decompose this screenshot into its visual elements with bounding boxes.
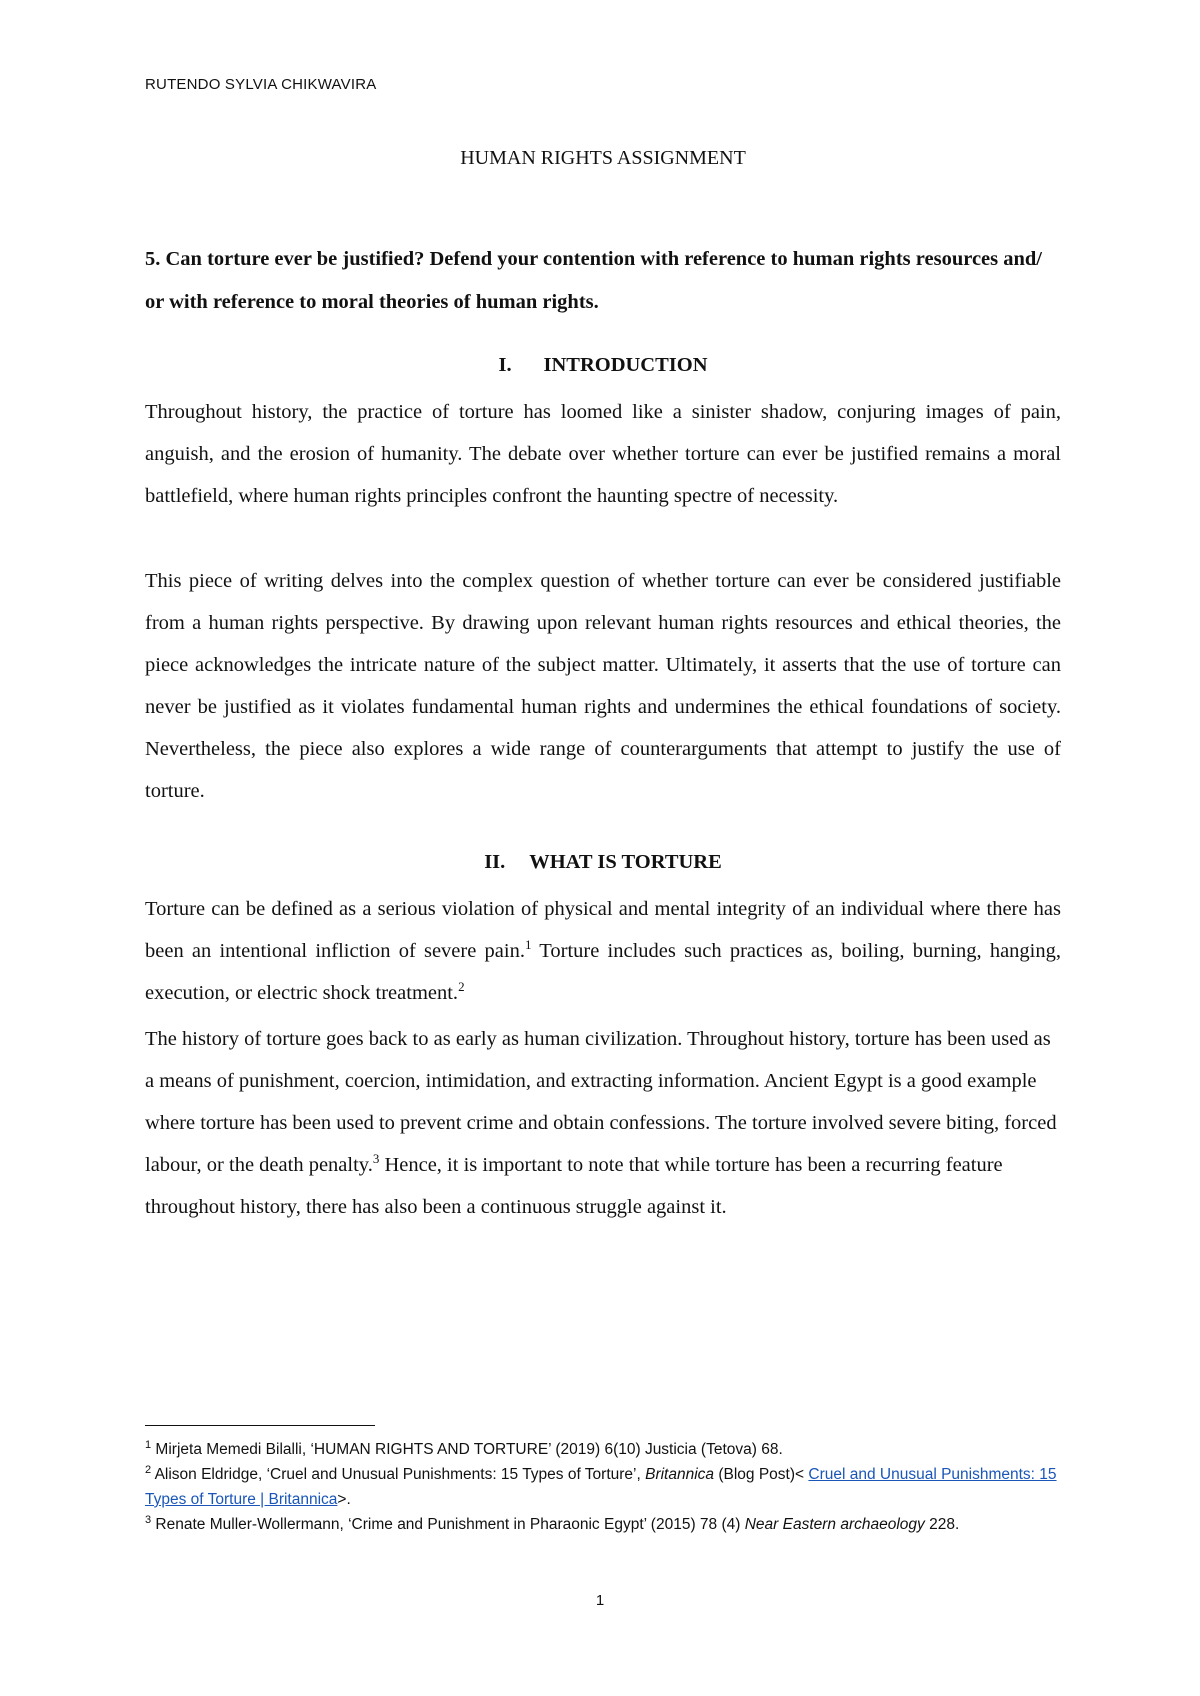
footnote-text: (Blog Post)<	[714, 1466, 809, 1483]
section-title: WHAT IS TORTURE	[529, 851, 722, 873]
footnotes	[145, 1437, 1061, 1537]
footnote-number: 2	[145, 1463, 152, 1476]
footnote-separator	[145, 1425, 375, 1426]
section-number: II.	[484, 851, 506, 873]
paragraph-text: Hence, it is important to note that while torture has been a recurring feature throughout history, there has also been a continuous struggle against it.	[145, 1154, 1003, 1218]
section-title: INTRODUCTION	[543, 354, 708, 376]
paragraph-text: The history of torture goes back to as early as human civilization. Throughout history, torture has been used as a means of punishment, coercion, intimidation, and extracting information. Ancient Egypt is a good example where torture has been used to prevent crime and obtain confessions. The torture involved severe biting, forced labour, or the death penalty.	[145, 1028, 1057, 1176]
footnote-ref-1[interactable]: 1	[524, 937, 532, 953]
footnote-ref-3[interactable]: 3	[372, 1151, 380, 1167]
footnote-1	[145, 1437, 1061, 1462]
torture-history-paragraph	[145, 1018, 1061, 1228]
footnote-2	[145, 1462, 1061, 1512]
section-heading-what-is-torture	[145, 851, 1061, 874]
paragraph-text: Torture can be defined as a serious violation of physical and mental integrity of an individual where there has been an intentional infliction of severe pain.	[145, 898, 1061, 962]
footnote-text: Renate Muller-Wollermann, ‘Crime and Punishment in Pharaonic Egypt’ (2015) 78 (4)	[151, 1516, 745, 1533]
footnote-3	[145, 1512, 1061, 1537]
assignment-question: 5. Can torture ever be justified? Defend your contention with reference to human rights resources and/ or with reference to moral theories of human rights.	[145, 248, 1042, 313]
torture-definition-paragraph	[145, 888, 1061, 1014]
footnote-text: Alison Eldridge, ‘Cruel and Unusual Punishments: 15 Types of Torture’,	[151, 1466, 646, 1483]
britannica-link[interactable]: Cruel and Unusual Punishments: 15 Types of Torture | Britannica	[145, 1466, 1057, 1508]
paragraph-text: Torture includes such practices as, boiling, burning, hanging, execution, or electric shock treatment.	[145, 940, 1061, 1004]
footnote-text: >.	[337, 1491, 351, 1508]
section-number: I.	[498, 354, 512, 376]
intro-paragraph-1: Throughout history, the practice of torture has loomed like a sinister shadow, conjuring images of pain, anguish, and the erosion of humanity. The debate over whether torture can ever be justified remains a moral battlefield, where human rights principles confront the haunting spectre of necessity.	[145, 401, 1061, 507]
footnote-text: Mirjeta Memedi Bilalli, ‘HUMAN RIGHTS AND TORTURE’ (2019) 6(10) Justicia (Tetova) 68.	[151, 1441, 783, 1458]
footnote-text: 228.	[924, 1516, 960, 1533]
section-heading-introduction	[145, 354, 1061, 377]
footnote-ref-2[interactable]: 2	[458, 979, 465, 995]
page-header-author: RUTENDO SYLVIA CHIKWAVIRA	[145, 76, 377, 93]
footnote-source-title: Near Eastern archaeology	[744, 1516, 925, 1533]
document-title: HUMAN RIGHTS ASSIGNMENT	[460, 147, 746, 169]
page-number: 1	[595, 1592, 605, 1609]
intro-paragraph-2: This piece of writing delves into the complex question of whether torture can ever be considered justifiable from a human rights perspective. By drawing upon relevant human rights resources and ethical theories, the piece acknowledges the intricate nature of the subject matter. Ultimately, it asserts that the use of torture can never be justified as it violates fundamental human rights and undermines the ethical foundations of society. Nevertheless, the piece also explores a wide range of counterarguments that attempt to justify the use of torture.	[145, 570, 1061, 802]
footnote-source-title: Britannica	[645, 1466, 715, 1483]
footnote-number: 1	[145, 1438, 152, 1451]
footnote-number: 3	[145, 1513, 152, 1526]
